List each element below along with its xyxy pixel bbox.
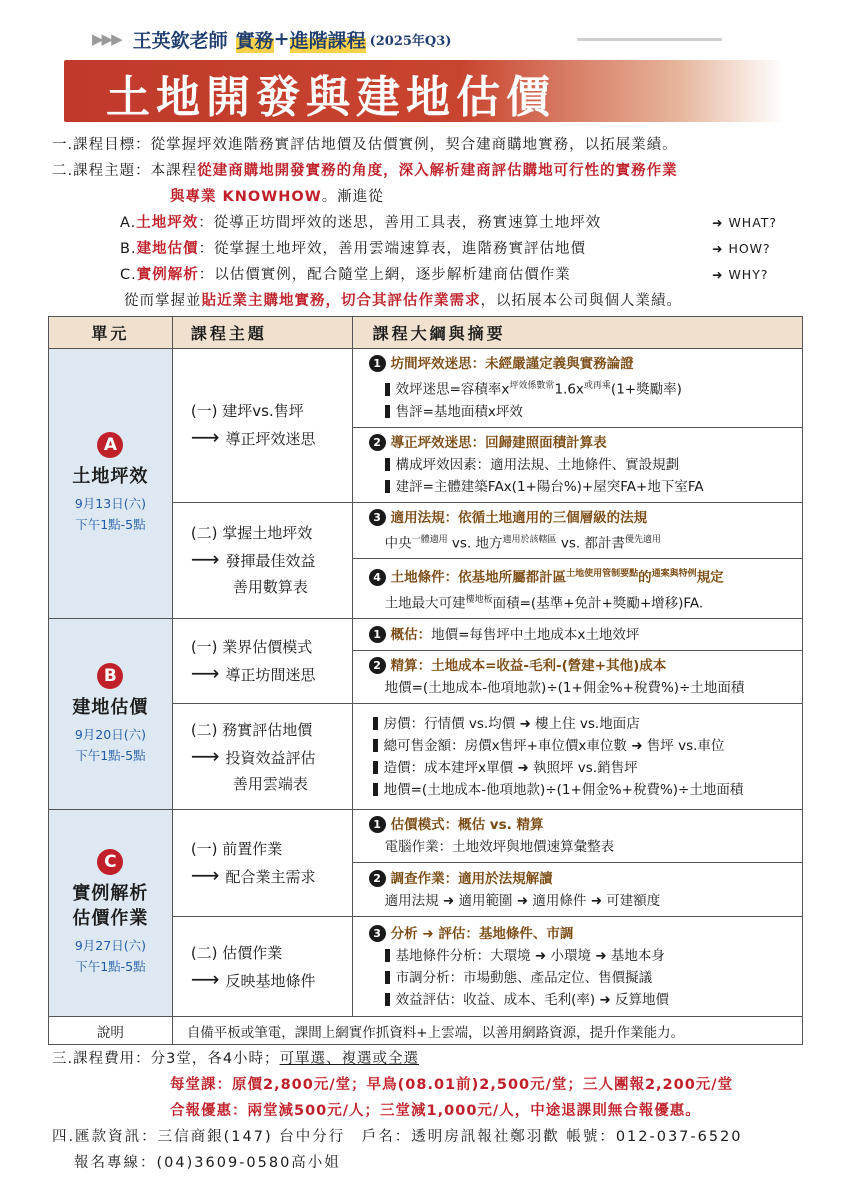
remit-line	[52, 1124, 832, 1150]
closing-pre: 從而掌握並	[124, 293, 202, 309]
plus-sign: +	[273, 28, 290, 50]
outline-c2	[352, 863, 802, 917]
header-unit: 單元	[49, 317, 173, 349]
outline-c3	[352, 917, 802, 1017]
outline-b1: 1 概估：地價=每售坪中土地成本x土地效坪	[352, 619, 802, 651]
item-prefix: A.	[120, 215, 137, 231]
unit-badge: B	[97, 663, 123, 689]
topic-line: 導正坪效迷思	[225, 430, 316, 449]
number-badge-icon: 3	[369, 925, 386, 942]
fee-discount: 合報優惠：兩堂減500元/人；三堂減1,000元/人，中途退課則無合報優惠。	[170, 1103, 701, 1119]
theme-item-a	[52, 210, 812, 236]
course-goal	[52, 132, 812, 158]
goal-label: 一.課程目標：	[52, 137, 151, 153]
theme-item-b	[52, 236, 812, 262]
bullet-icon	[373, 761, 378, 774]
header-line	[92, 26, 451, 52]
outline-line: 基地條件分析：大環境 ➜ 小環境 ➜ 基地本身	[395, 947, 665, 964]
teacher-name: 王英欽老師	[132, 29, 228, 52]
bullet-icon	[385, 971, 390, 984]
theme-red-2: 與專業 KNOWHOW	[170, 189, 322, 205]
outline-line: 效益評估：收益、成本、毛利(率) ➜ 反算地價	[395, 991, 670, 1008]
phone-text: (04)3609-0580高小姐	[156, 1155, 341, 1171]
outline-a3: 3 適用法規：依循土地適用的三個層級的法規 中央$^{一體適用}$ vs. 地方$^{適用於該轄區}$ vs. 都計書$^{優先適用}$	[352, 502, 802, 559]
unit-a-cell	[49, 349, 173, 619]
item-tag: ➜ WHAT?	[712, 215, 778, 230]
table-row	[49, 810, 803, 863]
bullet-icon	[373, 717, 378, 730]
fees-section	[52, 1046, 832, 1176]
course-table	[48, 316, 803, 1045]
theme-red-1: 從建商購地開發實務的角度，深入解析建商評估購地可行性的實務作業	[197, 163, 678, 179]
closing-post: ，以拓展本公司與個人業績。	[480, 293, 682, 309]
bullet-icon	[385, 405, 390, 418]
bullet-icon	[373, 739, 378, 752]
unit-badge: C	[97, 849, 123, 875]
outline-line: 造價：成本建坪x單價 ➜ 執照坪 vs.銷售坪	[383, 759, 638, 776]
long-arrow-icon: ⟶	[190, 547, 220, 572]
table-header-row	[49, 317, 803, 349]
outline-line: 建評=主體建築FAx(1+陽台%)+屋突FA+地下室FA	[395, 478, 704, 495]
long-arrow-icon: ⟶	[190, 425, 220, 450]
topic-line: 反映基地條件	[225, 971, 316, 990]
unit-date: 9月20日(六) 下午1點-5點	[74, 726, 146, 763]
number-badge-icon: 1	[369, 355, 386, 372]
number-badge-icon: 2	[369, 870, 386, 887]
bullet-icon	[385, 993, 390, 1006]
unit-name: 土地坪效	[72, 466, 149, 487]
number-badge-icon: 3	[369, 509, 386, 526]
unit-date: 9月27日(六) 下午1點-5點	[74, 938, 146, 974]
course-theme	[52, 158, 812, 184]
outline-line: 房價：行情價 vs.均價 ➜ 樓上住 vs.地面店	[383, 715, 640, 732]
outline-line: 售評=基地面積x坪效	[395, 403, 523, 420]
long-arrow-icon: ⟶	[190, 863, 220, 887]
fee-price: 每堂課：原價2,800元/堂；早鳥(08.01前)2,500元/堂；三人團報2,200元/堂	[170, 1077, 734, 1093]
table-row	[49, 619, 803, 651]
theme-item-c	[52, 262, 812, 288]
number-badge-icon: 1	[369, 816, 386, 833]
table-row	[49, 349, 803, 428]
long-arrow-icon: ⟶	[190, 966, 220, 991]
topic-a2	[172, 502, 352, 619]
unit-c-cell	[49, 810, 173, 1017]
item-label: 實例解析	[136, 267, 199, 283]
outline-title: 精算：土地成本=收益-毛利-(營建+其他)成本	[390, 658, 667, 674]
theme-continued	[52, 184, 812, 210]
item-tag: ➜ HOW?	[712, 241, 771, 256]
topic-a1	[172, 349, 352, 503]
theme-pre: 本課程	[150, 163, 198, 179]
number-badge-icon: 2	[369, 434, 386, 451]
bullet-icon	[385, 480, 390, 493]
outline-a1: 1 坊間坪效迷思：未經嚴謹定義與實務論證 效坪迷思=容積率$x^{坪效係數常}1.6x^{或再乘}(1+$獎勵率) 售評=基地面積x坪效	[352, 349, 802, 428]
topic-c2	[172, 917, 352, 1017]
topic-b1	[172, 619, 352, 704]
topic-c1	[172, 810, 352, 917]
topic-line: (一) 業界估價模式	[190, 638, 313, 656]
topic-line: 善用雲端表	[232, 774, 308, 793]
topic-line: 發揮最佳效益	[225, 552, 316, 571]
closing-line	[52, 288, 812, 314]
intro-section	[52, 132, 812, 314]
topic-line: (二) 務實評估地價	[190, 720, 313, 739]
outline-b2	[352, 651, 802, 704]
table-row	[49, 1017, 803, 1045]
page-title: 土地開發與建地估價	[106, 72, 556, 123]
number-badge-icon: 4	[369, 569, 386, 586]
item-label: 建地估價	[136, 241, 199, 257]
unit-badge: A	[97, 432, 123, 458]
long-arrow-icon: ⟶	[190, 743, 220, 768]
period-label: (2025年Q3)	[369, 33, 452, 49]
fee-line	[52, 1046, 832, 1072]
outline-b3	[352, 704, 802, 810]
item-tag: ➜ WHY?	[712, 267, 769, 282]
fee-options: 可單選、複選或全選	[279, 1051, 420, 1067]
item-prefix: B.	[120, 241, 137, 257]
remit-label: 四.匯款資訊：	[52, 1129, 158, 1145]
outline-title: 導正坪效迷思：回歸建照面積計算表	[390, 434, 607, 451]
theme-post: 。漸進從	[321, 189, 384, 205]
unit-b-cell	[49, 619, 173, 810]
unit-name: 估價作業	[72, 908, 149, 929]
topic-line: (二) 掌握土地坪效	[190, 524, 313, 543]
header-outline: 課程大綱與摘要	[352, 317, 802, 349]
bullet-icon	[385, 949, 390, 962]
unit-name: 實例解析	[72, 883, 149, 904]
outline-line: 地價=(土地成本-他項地款)÷(1+佣金%+稅費%)÷土地面積	[384, 680, 745, 696]
item-text: ：以估價實例，配合隨堂上網，逐步解析建商估價作業	[198, 267, 571, 283]
phone-label: 報名專線：	[74, 1155, 157, 1171]
number-badge-icon: 2	[369, 657, 386, 674]
closing-red: 貼近業主購地實務，切合其評估作業需求	[201, 293, 481, 309]
outline-line: 構成坪效因素：適用法規、土地條件、實設規劃	[395, 456, 680, 473]
topic-line: 投資效益評估	[225, 748, 316, 767]
outline-a2	[352, 427, 802, 502]
outline-title: 調查作業：適用於法規解讀	[390, 870, 553, 887]
outline-title: 適用法規：依循土地適用的三個層級的法規	[390, 509, 648, 526]
bullet-icon	[385, 458, 390, 471]
topic-line: (一) 建坪vs.售坪	[190, 402, 304, 421]
triple-arrow-icon: ▶▶▶	[92, 30, 121, 48]
bullet-icon	[385, 383, 390, 396]
header-topic: 課程主題	[172, 317, 352, 349]
topic-line: 配合業主需求	[225, 868, 316, 886]
topic-b2	[172, 704, 352, 810]
remit-text: 三信商銀(147) 台中分行 戶名：透明房訊報社鄭羽歡 帳號：012-037-6520	[157, 1129, 743, 1145]
outline-title: 分析 ➜ 評估：基地條件、市調	[390, 925, 574, 942]
outline-title: 坊間坪效迷思：未經嚴謹定義與實務論證	[390, 356, 634, 372]
topic-line: 導正坊間迷思	[225, 666, 316, 684]
goal-text: 從掌握坪效進階務實評估地價及估價實例，契合建商購地實務，以拓展業績。	[150, 137, 678, 153]
outline-c1	[352, 810, 802, 863]
long-arrow-icon: ⟶	[190, 661, 220, 685]
theme-label: 二.課程主題：	[52, 163, 151, 179]
topic-line: (一) 前置作業	[190, 840, 283, 858]
item-label: 土地坪效	[136, 215, 199, 231]
outline-line: 適用法規 ➜ 適用範圍 ➜ 適用條件 ➜ 可建額度	[384, 892, 661, 909]
outline-line: 地價=(土地成本-他項地款)÷(1+佣金%+稅費%)÷土地面積	[383, 781, 744, 798]
item-prefix: C.	[120, 267, 137, 283]
outline-line: 電腦作業：土地效坪與地價速算彙整表	[384, 839, 615, 855]
note-text: 自備平板或筆電，課間上網實作抓資料+上雲端，以善用網路資源，提升作業能力。	[172, 1017, 802, 1045]
item-text: ：從導正坊間坪效的迷思，善用工具表，務實速算土地坪效	[198, 215, 602, 231]
item-text: ：從掌握土地坪效，善用雲端速算表，進階務實評估地價	[198, 241, 587, 257]
phone-line	[52, 1150, 832, 1176]
outline-line: 市調分析：市場動態、產品定位、售價擬議	[395, 969, 653, 986]
unit-name: 建地估價	[72, 696, 149, 718]
topic-line: (二) 估價作業	[190, 943, 283, 962]
practice-label: 實務	[236, 26, 274, 53]
outline-line: 總可售金額：房價x售坪+車位價x車位數 ➜ 售坪 vs.車位	[383, 737, 725, 754]
header-divider	[577, 38, 722, 41]
outline-title: 估價模式：概估 vs. 精算	[390, 817, 544, 833]
outline-a4: 4 土地條件：依基地所屬都計區$^{土地使用管制要點}$的$^{通案與特例}$規定 土地最大可建$^{樓地板}$面積=(基準+免計+獎勵+增移)FA.	[352, 559, 802, 619]
number-badge-icon: 1	[369, 626, 386, 643]
note-label: 說明	[49, 1017, 173, 1045]
fee-label: 三.課程費用：	[52, 1051, 151, 1067]
bullet-icon	[373, 783, 378, 796]
topic-line: 善用數算表	[232, 578, 308, 597]
course-label: 進階課程	[290, 26, 366, 53]
fee-text: 分3堂，各4小時；	[150, 1051, 280, 1067]
unit-date: 9月13日(六) 下午1點-5點	[74, 496, 146, 532]
